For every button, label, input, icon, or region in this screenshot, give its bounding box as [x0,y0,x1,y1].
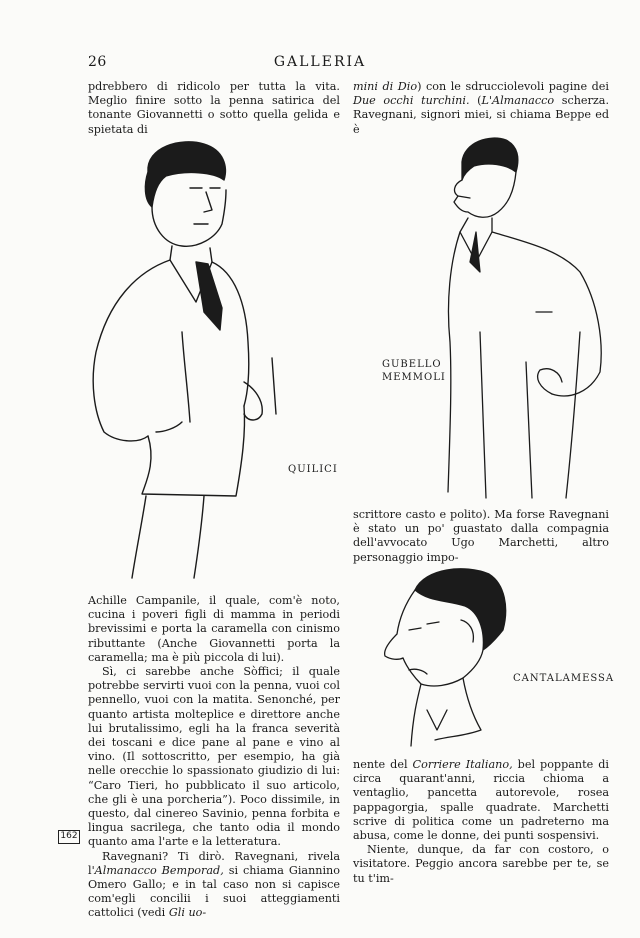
paragraph: pdrebbero di ridicolo per tutta la vita. Meglio finire sotto la penna satirica del tonante Giovannetti o sotto quella gelida e spietata di [88,80,340,136]
page-number: 26 [88,54,107,70]
caricature-gubello-memmoli [440,132,610,502]
text-column-right-top [353,80,609,137]
text-run: bel poppante di circa quarant'anni, riccia chioma a ventaglio, pancetta autorevole, rosea pappagorgia, spalle quadrate. Marchetti scrive di politica come un padreterno ma abusa, come le donne, dei punti sospensivi. [353,758,610,843]
italic-title: Gli uo- [168,906,207,920]
caption-gubello-memmoli [382,358,446,384]
paragraph [353,758,609,843]
text-column-right-middle [353,508,609,565]
page-header [0,54,640,74]
text-run: scherza. Ravegnani, signori miei, si chiama Beppe ed è [353,94,610,136]
paragraph: Achille Campanile, il quale, com'è noto, cucina i poveri figli di mamma in periodi brevissimi e porta la caramella con cinismo ributtante (Anche Giovannetti porta la caramella; ma è più piccola di lui). [88,594,340,664]
caption-quilici: QUILICI [288,464,338,475]
italic-title: Almanacco Bemporad, [94,863,224,877]
text-column-left-top [88,80,340,137]
text-run: Ravegnani? Ti dirò. Ravegnani, rivela l' [88,849,340,877]
text-column-right-bottom [353,758,609,886]
italic-title: mini di Dio [353,80,418,93]
archive-number-badge: 162 [58,830,80,844]
italic-title: Corriere Italiano, [412,758,513,771]
paragraph [88,850,340,921]
paragraph: Niente, dunque, da far con costoro, o visitatore. Peggio ancora sarebbe per te, se tu t'im- [353,843,609,885]
italic-title: L'Almanacco [481,94,555,108]
italic-title: Due occhi turchini. [353,94,470,108]
caption-line: MEMMOLI [382,372,446,383]
text-run: ) con le sdrucciolevoli pagine dei [417,80,609,93]
paragraph: Sì, ci sarebbe anche Sòffici; il quale potrebbe servirti vuoi con la penna, vuoi col pennello, vuoi con la matita. Senonché, per quanto artista molteplice e direttore anche lui brutalissimo, egli ha la franca severità dei toscani e dice pane al pane e vino al vino. (Il sottoscritto, per esempio, ha già nelle orecchie lo spassionato giudizio di lui: “Caro Tieri, ho pubblicato il suo articolo, che gli è una porcheria”). Poco dissimile, in questo, dal cinereo Savinio, penna forbita e lingua sacrilega, che tanto odia il mondo quanto ama l'arte e la letteratura. [88,665,340,849]
paragraph [353,80,609,137]
caption-cantalamessa: CANTALAMESSA [513,673,615,684]
text-run: ( [469,94,482,108]
text-run: nente del [353,758,413,771]
caption-line: GUBELLO [382,359,442,370]
text-run: si chiama Giannino Omero Gallo; e in tal caso non si capisce com'egli concilii i suoi atteggiamenti cattolici (vedi [88,863,341,920]
running-head-title: GALLERIA [273,54,367,70]
paragraph: scrittore casto e polito). Ma forse Ravegnani è stato un po' guastato dalla compagnia dell'avvocato Ugo Marchetti, altro personaggio impo- [353,508,609,564]
caricature-cantalamessa [365,560,515,750]
text-column-left-bottom [88,594,340,921]
caricature-quilici [86,132,286,582]
